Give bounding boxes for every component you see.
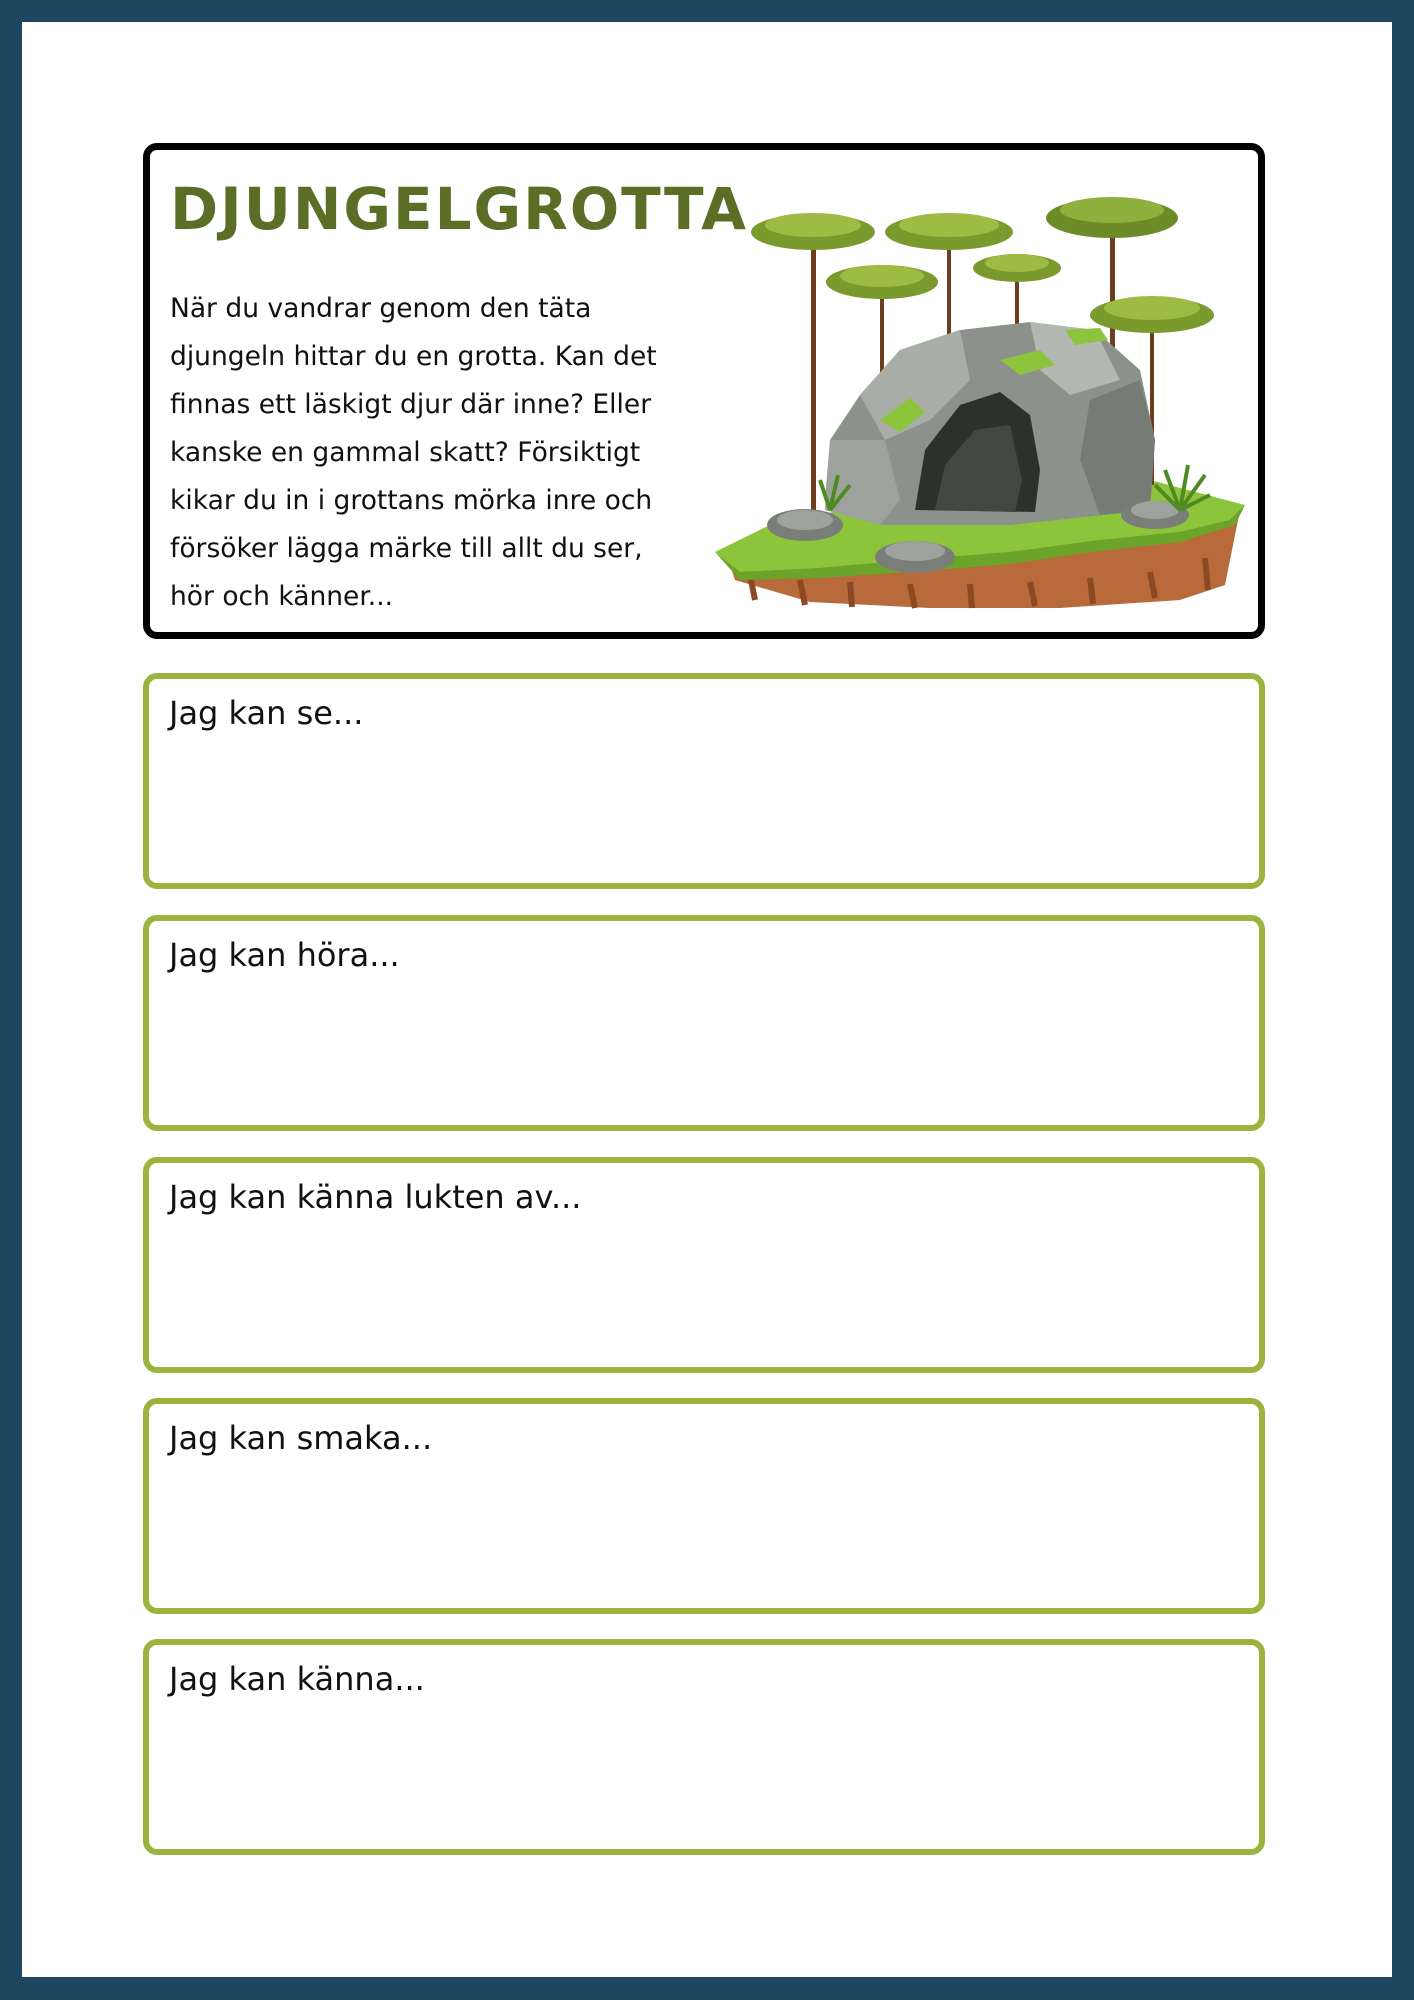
- jungle-cave-illustration-icon: [710, 180, 1250, 610]
- sense-box-taste[interactable]: [143, 1398, 1265, 1614]
- sense-label-smell: Jag kan känna lukten av...: [169, 1178, 582, 1216]
- sense-label-see: Jag kan se...: [169, 694, 364, 732]
- story-text: När du vandrar genom den täta djungeln hittar du en grotta. Kan det finnas ett läskigt djur där inne? Eller kanske en gammal skatt? Försiktigt kikar du in i grottans mörka inre och försöker lägga märke till allt du ser, hör och känner...: [170, 293, 657, 612]
- sense-box-feel[interactable]: [143, 1639, 1265, 1855]
- sense-box-smell[interactable]: [143, 1157, 1265, 1373]
- sense-label-feel: Jag kan känna...: [169, 1660, 425, 1698]
- sense-label-hear: Jag kan höra...: [169, 936, 400, 974]
- page-title: DJUNGELGROTTA: [170, 175, 748, 243]
- intro-box: [143, 143, 1265, 639]
- sense-box-hear[interactable]: [143, 915, 1265, 1131]
- worksheet-page: [22, 22, 1392, 1977]
- sense-label-taste: Jag kan smaka...: [169, 1419, 433, 1457]
- sense-box-see[interactable]: [143, 673, 1265, 889]
